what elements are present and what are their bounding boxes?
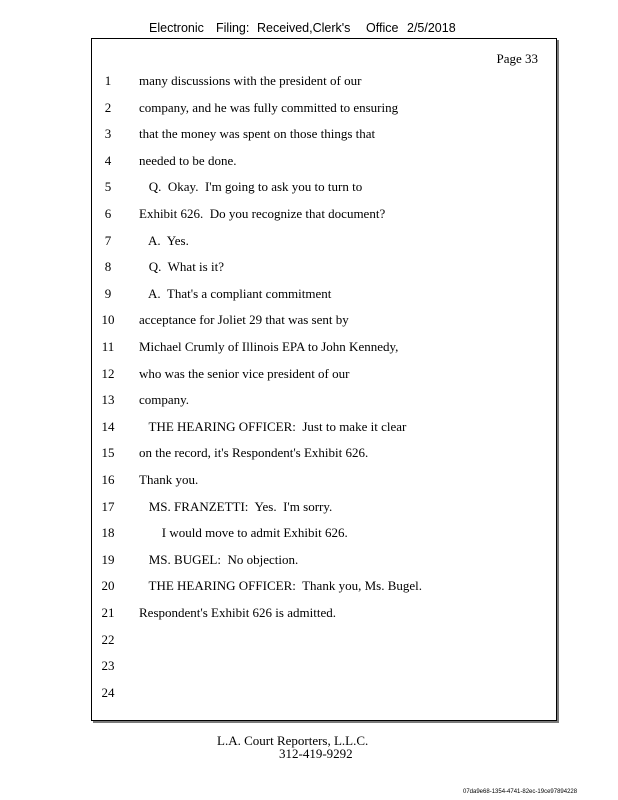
transcript-line <box>92 178 556 196</box>
transcript-line <box>92 631 556 649</box>
transcript-line <box>92 524 556 542</box>
transcript-line <box>92 604 556 622</box>
transcript-line <box>92 311 556 329</box>
line-text: acceptance for Joliet 29 that was sent by <box>139 312 349 328</box>
transcript-line <box>92 471 556 489</box>
transcript-line <box>92 498 556 516</box>
line-number: 6 <box>104 206 112 221</box>
line-number: 9 <box>104 285 112 301</box>
line-number: 22 <box>101 631 115 647</box>
line-text: Q. What is it? <box>139 259 224 275</box>
line-number: 20 <box>101 578 115 594</box>
line-text: THE HEARING OFFICER: Just to make it clear <box>139 418 407 434</box>
line-number: 14 <box>101 418 115 434</box>
line-number: 13 <box>101 392 115 408</box>
stamp-electronic: Electronic <box>149 21 204 35</box>
electronic-filing-stamp <box>0 20 618 36</box>
transcript-line <box>92 125 556 143</box>
line-number: 2 <box>104 99 112 115</box>
transcript-line <box>92 551 556 569</box>
line-number: 18 <box>101 525 115 541</box>
line-text: Q. Okay. I'm going to ask you to turn to <box>139 179 363 195</box>
line-text: MS. FRANZETTI: Yes. I'm sorry. <box>139 498 333 514</box>
transcript-line <box>92 684 556 702</box>
line-number: 5 <box>104 179 112 195</box>
line-text: THE HEARING OFFICER: Thank you, Ms. Bugel. <box>139 578 422 594</box>
line-number: 10 <box>101 312 115 328</box>
transcript-line <box>92 205 556 223</box>
stamp-filing: Filing: <box>216 21 250 35</box>
line-number: 11 <box>101 339 115 354</box>
transcript-line <box>92 391 556 409</box>
line-number: 19 <box>101 551 115 567</box>
transcript-line <box>92 285 556 303</box>
line-number: 12 <box>101 365 115 381</box>
line-text: that the money was spent on those things that <box>139 126 376 142</box>
line-number: 17 <box>101 498 115 514</box>
line-text: who was the senior vice president of our <box>139 365 350 381</box>
transcript-line <box>92 72 556 90</box>
line-number: 23 <box>101 658 115 674</box>
transcript-line <box>92 657 556 675</box>
transcript-line <box>92 258 556 276</box>
line-number: 7 <box>104 232 112 248</box>
transcript-line <box>92 418 556 436</box>
line-text: company. <box>139 392 190 408</box>
line-text: on the record, it's Respondent's Exhibit 626. <box>139 445 369 461</box>
page-number: Page 33 <box>496 51 538 66</box>
transcript-line <box>92 338 556 356</box>
stamp-received: Received,Clerk's <box>257 21 351 35</box>
line-text: A. Yes. <box>139 232 189 248</box>
line-number: 24 <box>101 684 115 700</box>
document-id: 07da9e68-1354-4741-82ec-19ce97894228 <box>463 789 578 795</box>
line-text: Thank you. <box>139 472 199 487</box>
reporter-phone: 312-419-9292 <box>279 746 353 761</box>
line-text: I would move to admit Exhibit 626. <box>139 525 348 541</box>
line-text: Michael Crumly of Illinois EPA to John Kennedy, <box>139 339 399 354</box>
line-number: 21 <box>101 605 115 620</box>
transcript-line <box>92 577 556 595</box>
line-text: needed to be done. <box>139 152 237 168</box>
line-number: 3 <box>104 126 112 142</box>
stamp-date: 2/5/2018 <box>407 21 456 35</box>
transcript-line <box>92 365 556 383</box>
transcript-line <box>92 99 556 117</box>
line-text: Exhibit 626. Do you recognize that document? <box>139 206 386 221</box>
line-number: 1 <box>104 73 112 88</box>
line-number: 15 <box>101 445 115 461</box>
transcript-line <box>92 444 556 462</box>
line-text: MS. BUGEL: No objection. <box>139 551 299 567</box>
transcript-page <box>91 38 557 721</box>
line-text: A. That's a compliant commitment <box>139 285 332 301</box>
line-text: many discussions with the president of our <box>139 73 362 88</box>
transcript-line <box>92 232 556 250</box>
stamp-office: Office <box>366 21 399 35</box>
line-number: 16 <box>101 472 115 487</box>
line-text: Respondent's Exhibit 626 is admitted. <box>139 605 336 620</box>
line-number: 8 <box>104 259 112 275</box>
line-number: 4 <box>104 152 112 168</box>
reporter-company: L.A. Court Reporters, L.L.C. <box>217 733 369 748</box>
transcript-line <box>92 152 556 170</box>
line-text: company, and he was fully committed to ensuring <box>139 99 399 115</box>
